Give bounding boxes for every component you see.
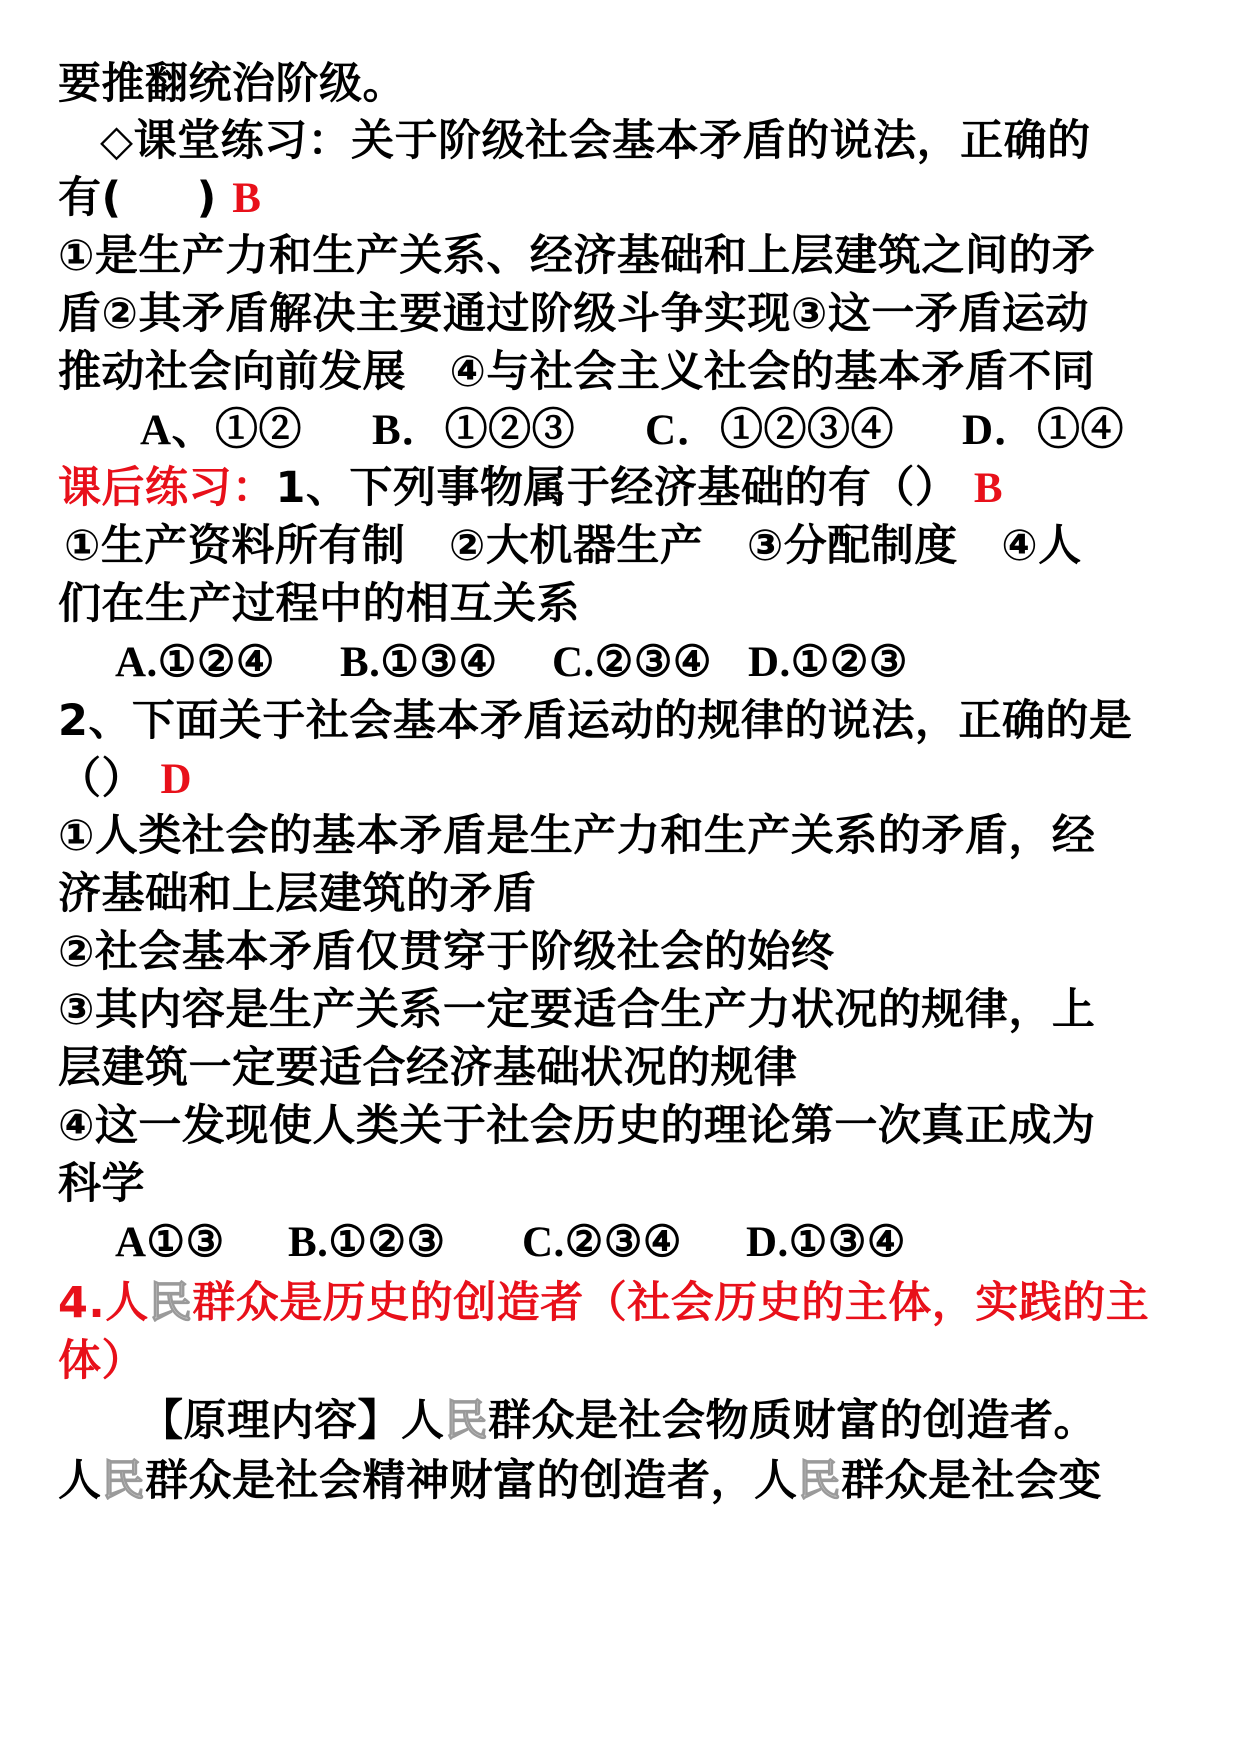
- text-line: 层建筑一定要适合经济基础状况的规律: [58, 1043, 798, 1093]
- homework-question-line: [58, 462, 1003, 514]
- ghost-char: 民: [444, 1396, 488, 1446]
- text-line: ①生产资料所有制 ②大机器生产 ③分配制度 ④人: [64, 521, 1082, 571]
- option-c: C.②③④: [522, 1219, 682, 1266]
- homework-label: 课后练习：: [58, 463, 276, 513]
- question-stem: 2、下面关于社会基本矛盾运动的规律的说法，正确的是: [58, 696, 1133, 746]
- option-a: A.①②④: [115, 639, 275, 686]
- option-d: D.①③④: [746, 1219, 906, 1266]
- option-d: D.①②③: [748, 639, 908, 686]
- text-line: 们在生产过程中的相互关系: [58, 579, 580, 629]
- section-heading-cont: 体）: [58, 1336, 145, 1386]
- question-stem: 1、下列事物属于经济基础的有（）: [275, 463, 959, 513]
- option-b: B．①②③: [372, 407, 576, 454]
- text-line: ②社会基本矛盾仅贯穿于阶级社会的始终: [58, 927, 835, 977]
- principle-line: [140, 1395, 1097, 1447]
- question-stem-line: [58, 753, 192, 805]
- heading-ghost-char: 民: [148, 1278, 193, 1328]
- text-line: 科学: [58, 1159, 145, 1209]
- section-heading: [58, 1277, 1149, 1329]
- text-line: 济基础和上层建筑的矛盾: [58, 869, 537, 919]
- text-line: ④这一发现使人类关于社会历史的理论第一次真正成为: [58, 1101, 1096, 1151]
- principle-part: 群众是社会精神财富的创造者，人: [145, 1456, 798, 1506]
- principle-part: 群众是社会变: [841, 1456, 1102, 1506]
- principle-part: 【原理内容】人: [140, 1396, 445, 1446]
- principle-part: 群众是社会物质财富的创造者。: [488, 1396, 1097, 1446]
- question-stem-close: ): [196, 173, 217, 223]
- principle-line: [58, 1455, 1102, 1507]
- option-c: C．①②③④: [645, 407, 895, 454]
- text-line: ①人类社会的基本矛盾是生产力和生产关系的矛盾，经: [58, 811, 1096, 861]
- question-stem: 有(: [58, 173, 122, 223]
- option-a: A、①②: [140, 407, 303, 454]
- answer-mark: B: [973, 465, 1004, 512]
- text-line: ③其内容是生产关系一定要适合生产力状况的规律，上: [58, 985, 1096, 1035]
- text-line: ①是生产力和生产关系、经济基础和上层建筑之间的矛: [58, 231, 1096, 281]
- ghost-char: 民: [101, 1456, 145, 1506]
- text-line: 盾②其矛盾解决主要通过阶级斗争实现③这一矛盾运动: [58, 289, 1089, 339]
- option-b: B.①②③: [288, 1219, 446, 1266]
- principle-part: 人: [58, 1456, 102, 1506]
- question-stem-line: [58, 172, 261, 224]
- option-d: D．①④: [962, 407, 1125, 454]
- options-row: [0, 1217, 1241, 1269]
- text-line: 推动社会向前发展 ④与社会主义社会的基本矛盾不同: [58, 347, 1096, 397]
- exercise-heading: ◇课堂练习：关于阶级社会基本矛盾的说法，正确的: [100, 116, 1091, 166]
- option-c: C.②③④: [552, 639, 712, 686]
- answer-mark: B: [232, 175, 262, 222]
- option-a: A①③: [115, 1219, 225, 1266]
- heading-part: 4.人: [58, 1278, 149, 1328]
- options-row: [0, 405, 1241, 457]
- heading-part: 群众是历史的创造者（社会历史的主体，实践的主: [192, 1278, 1150, 1328]
- answer-mark: D: [160, 756, 193, 803]
- question-stem: （）: [58, 754, 145, 804]
- options-row: [0, 637, 1241, 689]
- option-b: B.①③④: [340, 639, 498, 686]
- ghost-char: 民: [797, 1456, 841, 1506]
- text-line: 要推翻统治阶级。: [58, 59, 406, 109]
